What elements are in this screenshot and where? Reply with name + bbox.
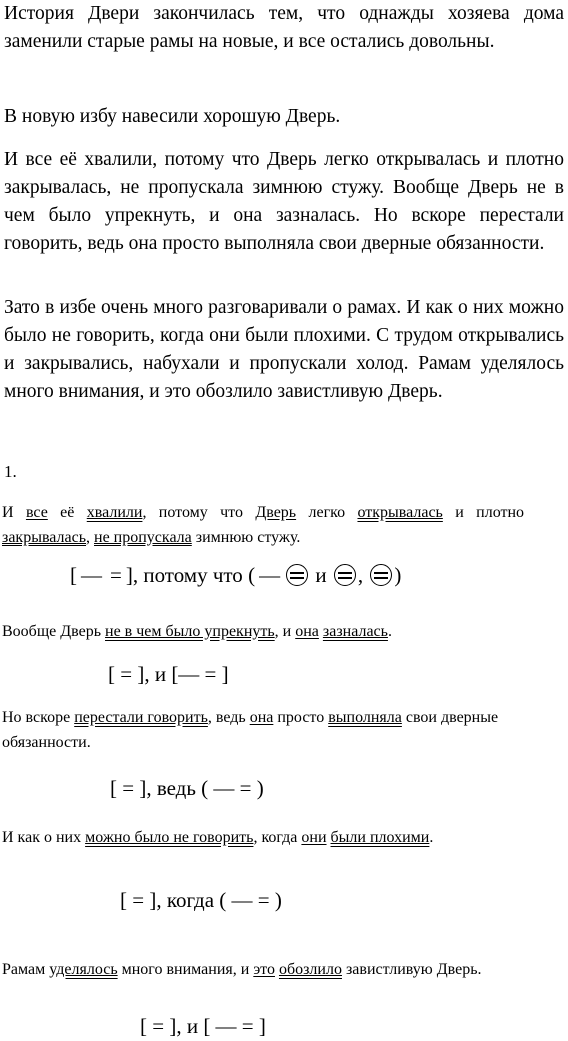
homogeneous-predicate-circle [334, 564, 356, 586]
predicate: можно было не говорить [85, 829, 254, 846]
intro-paragraph: История Двери закончилась тем, что однажды хозяева дома заменили старые рамы на новые, и все остались довольны. [4, 3, 564, 52]
parsed-sentence-3: Но вскоре перестали говорить, ведь она просто выполняла свои дверные обязанности. [2, 709, 499, 751]
story-paragraph-3: Зато в избе очень много разговаривали о рамах. И как о них можно было не говорить, когда они были плохими. С трудом открывались и закрывались, набухали и пропускали холод. Рамам уделялось много внимания, и это обозлило завистливую Дверь. [4, 297, 564, 402]
predicate: перестали говорить [74, 709, 208, 726]
subject: она [295, 623, 319, 640]
predicate: обозлило [278, 961, 342, 978]
subject: она [249, 709, 274, 726]
parsed-sentence-5: Рамам уделялось много внимания, и это обозлило завистливую Дверь. [2, 961, 482, 978]
predicate: зазналась [322, 623, 388, 640]
homogeneous-predicate-circle [370, 564, 392, 586]
predicate: закрывалась [2, 528, 87, 546]
parsed-sentence-4: И как о них можно было не говорить, когда они были плохими. [2, 829, 434, 846]
subject: Дверь [255, 504, 297, 521]
subject: все [25, 504, 48, 521]
sentence-scheme-3: [ = ], ведь ( — = ) [110, 776, 264, 800]
predicate: не в чем было упрекнуть [105, 623, 275, 640]
predicate: были плохими [330, 829, 430, 846]
sentence-scheme-4: [ = ], когда ( — = ) [120, 888, 282, 912]
sentence-scheme-2: [ = ], и [— = ] [108, 662, 229, 686]
predicate: не пропускала [94, 528, 192, 546]
parsed-sentence-1: И все её хвалили, потому что Дверь легко открывалась и плотно закрывалась, не пропускала зимнюю стужу. [2, 504, 525, 546]
predicate: выполняла [328, 709, 402, 726]
homogeneous-predicate-circle [286, 564, 308, 586]
predicate: открывалась [357, 504, 443, 521]
story-paragraph-1: В новую избу навесили хорошую Дверь. [4, 106, 341, 127]
subject: они [301, 829, 327, 846]
sentence-scheme-1: [ — = ], потому что ( — и , ) [70, 563, 402, 587]
predicate: хвалили [86, 504, 143, 521]
predicate: уделялось [49, 961, 118, 978]
subject: это [253, 961, 275, 978]
sentence-scheme-5: [ = ], и [ — = ] [140, 1014, 266, 1038]
story-paragraph-2: И все её хвалили, потому что Дверь легко открывалась и плотно закрывалась, не пропускала зимнюю стужу. Вообще Дверь не в чем было упрекнуть, и она зазналась. Но вскоре перестали говорить, ведь она просто выполняла свои дверные обязанности. [4, 149, 564, 254]
task-number: 1. [4, 462, 17, 481]
parsed-sentence-2: Вообще Дверь не в чем было упрекнуть, и она зазналась. [2, 623, 392, 640]
